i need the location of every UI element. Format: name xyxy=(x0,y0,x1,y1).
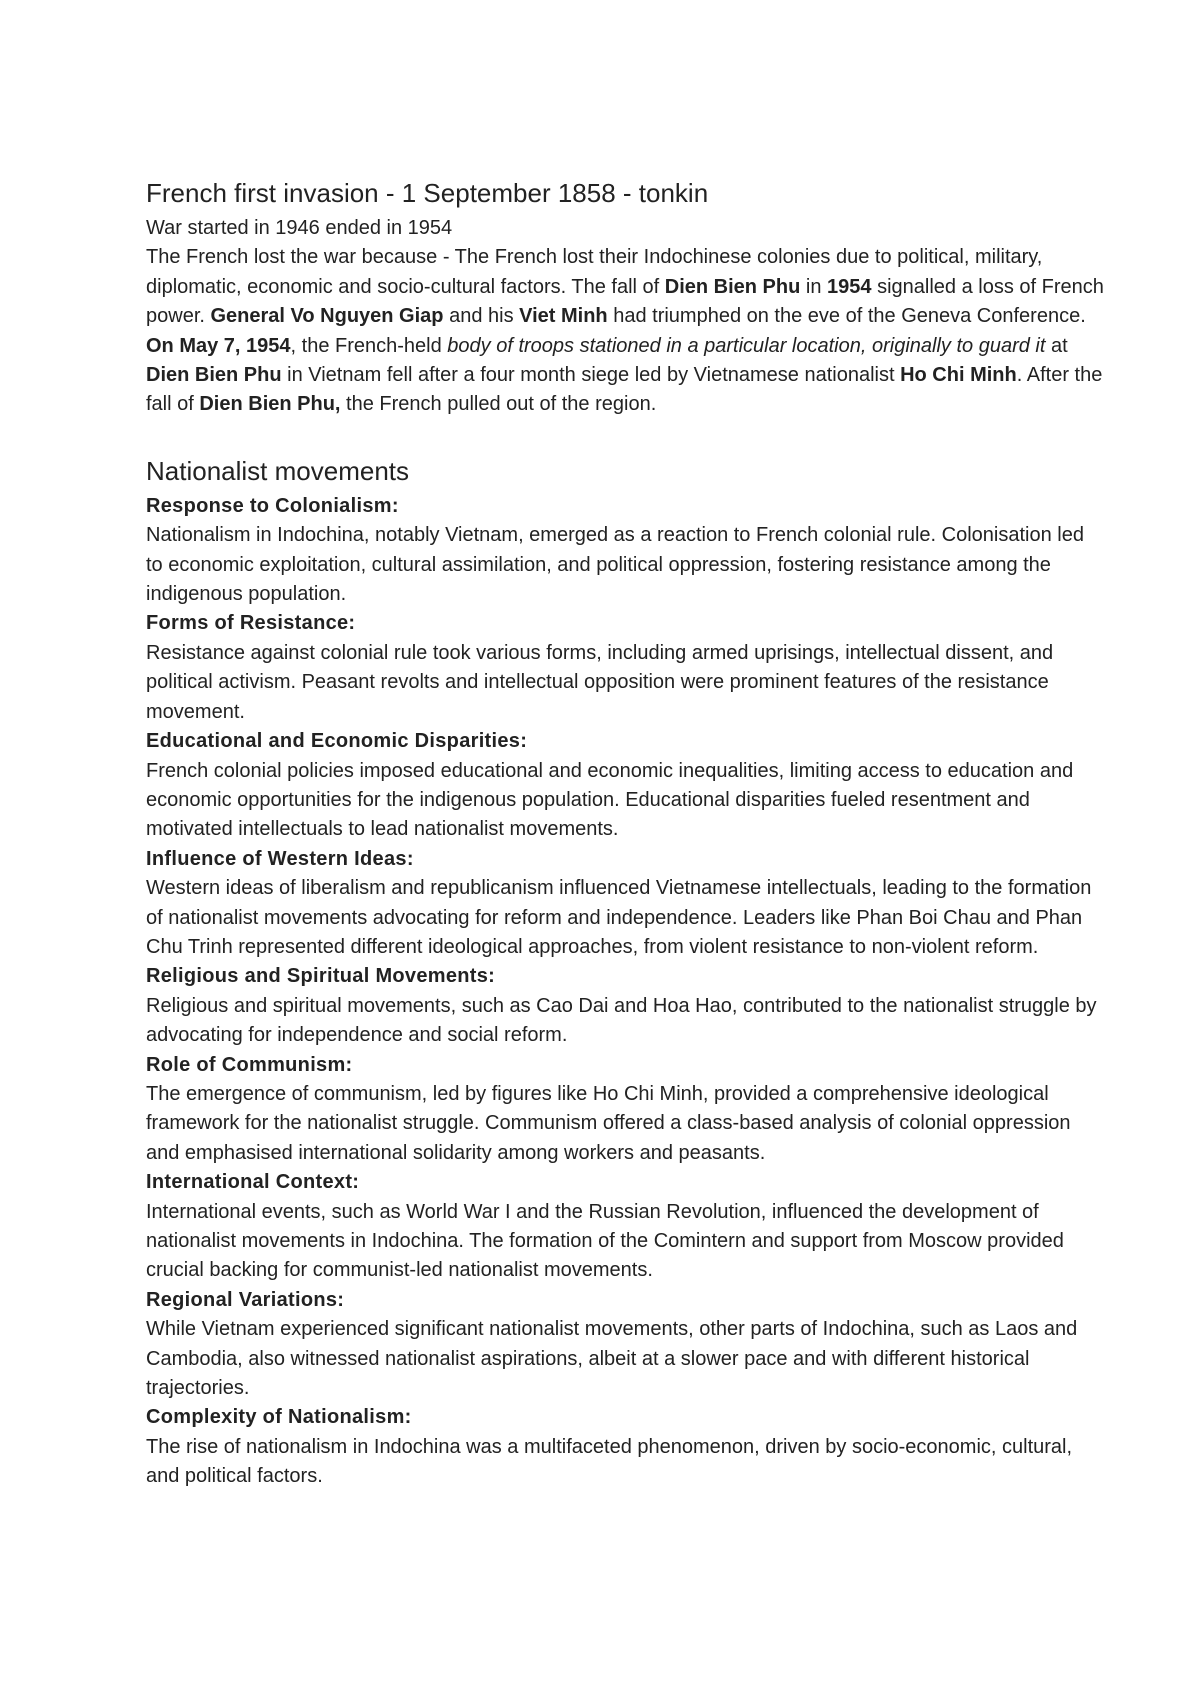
war-dates-line: War started in 1946 ended in 1954 xyxy=(146,217,453,239)
paragraph-educational-economic-disparities: French colonial policies imposed educational and economic inequalities, limiting access to education and economic opportunities for the indigenous population. Educational disparities fueled resentment and motivated intellectuals to lead nationalist movements. xyxy=(146,759,1074,841)
bold-run: Dien Bien Phu xyxy=(664,275,801,298)
paragraph-international-context: International events, such as World War I and the Russian Revolution, influenced the development of nationalist movements in Indochina. The formation of the Comintern and support from Moscow provided crucial backing for communist-led nationalist movements. xyxy=(146,1200,1064,1282)
bold-run: Dien Bien Phu, xyxy=(199,393,341,416)
text-run: had triumphed on the eve of the Geneva Conference. xyxy=(607,305,1086,328)
text-run: and his xyxy=(443,305,520,328)
document-body xyxy=(146,176,1106,1492)
subheading-forms-of-resistance: Forms of Resistance: xyxy=(146,612,356,635)
bold-run: Ho Chi Minh xyxy=(900,364,1017,387)
section-heading-nationalist-movements: Nationalist movements xyxy=(146,455,409,486)
paragraph-response-to-colonialism: Nationalism in Indochina, notably Vietnam, emerged as a reaction to French colonial rule. Colonisation led to economic exploitation, cultural assimilation, and political oppression, fostering resistance among the indigenous population. xyxy=(146,524,1084,606)
text-run: the French pulled out of the region. xyxy=(340,393,657,416)
subheading-response-to-colonialism: Response to Colonialism: xyxy=(146,494,399,517)
bold-run: On May 7, 1954 xyxy=(146,334,291,357)
section-heading-french-invasion: French first invasion - 1 September 1858 - tonkin xyxy=(146,178,709,208)
subheading-religious-spiritual-movements: Religious and Spiritual Movements: xyxy=(146,965,496,988)
subheading-complexity-of-nationalism: Complexity of Nationalism: xyxy=(146,1406,412,1429)
bold-run: General Vo Nguyen Giap xyxy=(210,305,444,328)
subheading-role-of-communism: Role of Communism: xyxy=(146,1053,353,1076)
text-run: The French lost the war because - The French lost their Indochinese colonies due to political, military, diplomatic, economic and socio-cultural factors. The fall of xyxy=(146,246,1043,298)
text-run: in Vietnam fell after a four month siege led by Vietnamese nationalist xyxy=(281,364,901,387)
subheading-regional-variations: Regional Variations: xyxy=(146,1288,345,1311)
text-run: at xyxy=(1045,334,1068,357)
text-run: . After the fall of xyxy=(146,364,1103,416)
text-run: in xyxy=(800,275,828,298)
paragraph-complexity-of-nationalism: The rise of nationalism in Indochina was a multifaceted phenomenon, driven by socio-economic, cultural, and political factors. xyxy=(146,1435,1073,1488)
bold-run: Dien Bien Phu xyxy=(146,364,282,387)
french-loss-paragraph xyxy=(146,243,1106,419)
paragraph-forms-of-resistance: Resistance against colonial rule took various forms, including armed uprisings, intellectual dissent, and political activism. Peasant revolts and intellectual opposition were prominent features of the resistance movement. xyxy=(146,641,1054,723)
subheading-international-context: International Context: xyxy=(146,1171,360,1194)
italic-run: body of troops stationed in a particular location, originally to guard it xyxy=(447,334,1046,357)
text-run: signalled a loss of French power. xyxy=(146,275,1104,328)
text-run: , the French-held xyxy=(290,334,448,357)
subheading-educational-economic-disparities: Educational and Economic Disparities: xyxy=(146,730,528,753)
paragraph-influence-western-ideas: Western ideas of liberalism and republicanism influenced Vietnamese intellectuals, leading to the formation of nationalist movements advocating for reform and independence. Leaders like Phan Boi Chau and Phan Chu Trinh represented different ideological approaches, from violent resistance to non-violent reform. xyxy=(146,877,1092,958)
bold-run: 1954 xyxy=(827,275,872,298)
bold-run: Viet Minh xyxy=(519,305,608,328)
paragraph-role-of-communism: The emergence of communism, led by figures like Ho Chi Minh, provided a comprehensive ideological framework for the nationalist struggle. Communism offered a class-based analysis of colonial oppression and emphasised international solidarity among workers and peasants. xyxy=(146,1082,1071,1164)
paragraph-regional-variations: While Vietnam experienced significant nationalist movements, other parts of Indochina, such as Laos and Cambodia, also witnessed nationalist aspirations, albeit at a slower pace and with different historical trajectories. xyxy=(146,1318,1078,1400)
paragraph-religious-spiritual-movements: Religious and spiritual movements, such as Cao Dai and Hoa Hao, contributed to the nationalist struggle by advocating for independence and social reform. xyxy=(146,994,1097,1047)
subheading-influence-western-ideas: Influence of Western Ideas: xyxy=(146,847,414,870)
